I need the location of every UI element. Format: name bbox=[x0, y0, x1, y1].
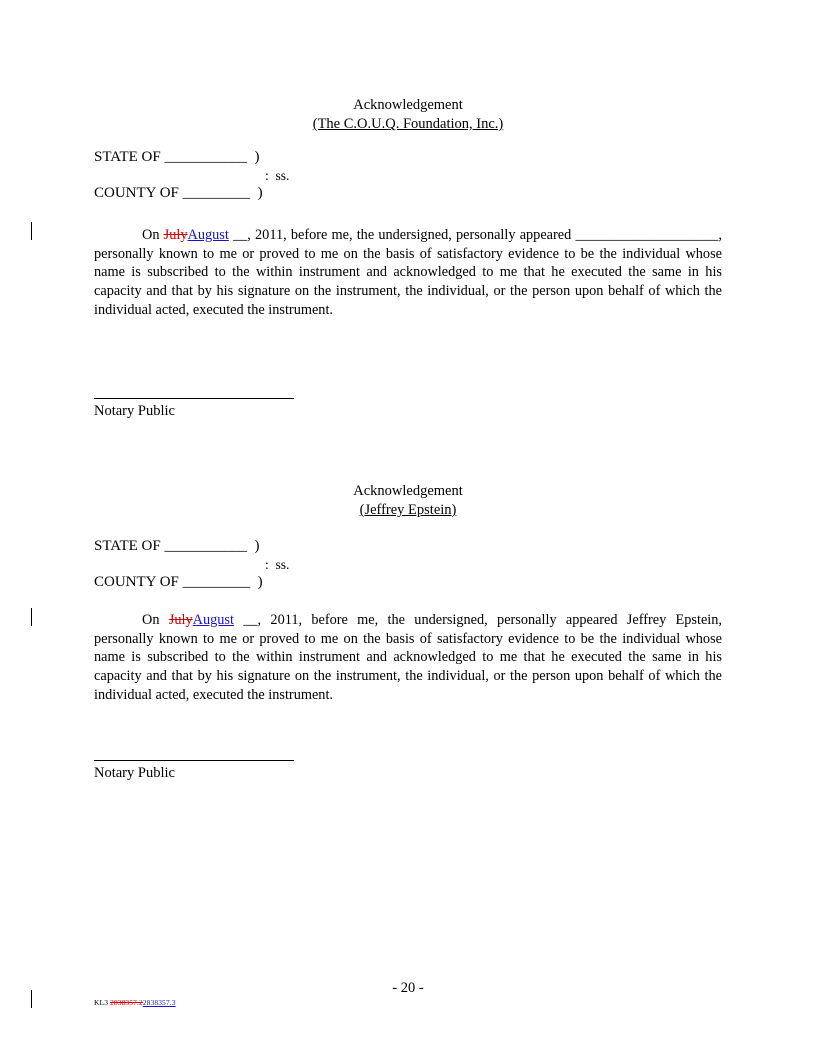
signature-line bbox=[94, 398, 294, 399]
signature-block-2 bbox=[94, 760, 722, 783]
deleted-month: July bbox=[168, 612, 193, 628]
venue-block-2 bbox=[94, 537, 722, 592]
county-of-line: COUNTY OF _________ ) bbox=[94, 185, 263, 201]
acknowledgement-body-2 bbox=[94, 611, 722, 705]
footer-prefix: KL3 bbox=[94, 998, 111, 1007]
ss-line: : ss. bbox=[265, 168, 290, 183]
body-paragraph bbox=[94, 611, 722, 705]
body-rest: __, 2011, before me, the undersigned, personally appeared ____________________, personally known to me or proved to me on the basis of satisfactory evidence to be the individual whose name is subscribed to the within instrument and acknowledged to me that he executed the same in his capacity and that by his signature on the instrument, the individual, or the person upon behalf of which the individual acted, executed the instrument. bbox=[94, 227, 722, 318]
signature-label: Notary Public bbox=[94, 765, 175, 781]
footer-reference bbox=[94, 998, 176, 1007]
acknowledgement-section-1 bbox=[94, 96, 722, 134]
state-of-line: STATE OF ___________ ) bbox=[94, 149, 260, 165]
ss-line: : ss. bbox=[265, 557, 290, 572]
body-rest: __, 2011, before me, the undersigned, personally appeared Jeffrey Epstein, personally known to me or proved to me on the basis of satisfactory evidence to be the individual whose name is subscribed to the within instrument and acknowledged to me that he executed the same in his capacity and that by his signature on the instrument, the individual, or the person upon behalf of which the individual acted, executed the instrument. bbox=[94, 612, 722, 703]
county-of-line: COUNTY OF _________ ) bbox=[94, 574, 263, 590]
footer-inserted: 2838357.3 bbox=[142, 998, 176, 1007]
state-of-line: STATE OF ___________ ) bbox=[94, 538, 260, 554]
acknowledgement-body-1 bbox=[94, 226, 722, 320]
venue-block-1 bbox=[94, 148, 722, 203]
acknowledgement-title: Acknowledgement bbox=[353, 483, 463, 499]
body-paragraph bbox=[94, 226, 722, 320]
inserted-month: August bbox=[187, 227, 229, 243]
signature-block-1 bbox=[94, 398, 722, 421]
footer-deleted: 2838357.2 bbox=[110, 998, 143, 1007]
acknowledgement-section-2 bbox=[94, 482, 722, 520]
body-lead: On bbox=[142, 612, 169, 628]
change-bar-marker bbox=[31, 222, 32, 240]
deleted-month: July bbox=[163, 227, 188, 243]
acknowledgement-title: Acknowledgement bbox=[353, 97, 463, 113]
body-lead: On bbox=[142, 227, 164, 243]
signature-line bbox=[94, 760, 294, 761]
page-number: - 20 - bbox=[392, 980, 424, 996]
change-bar-marker bbox=[31, 608, 32, 626]
acknowledgement-subject: (The C.O.U.Q. Foundation, Inc.) bbox=[312, 116, 504, 132]
signature-label: Notary Public bbox=[94, 403, 175, 419]
inserted-month: August bbox=[192, 612, 234, 628]
change-bar-marker bbox=[31, 990, 32, 1008]
acknowledgement-subject: (Jeffrey Epstein) bbox=[359, 502, 457, 518]
